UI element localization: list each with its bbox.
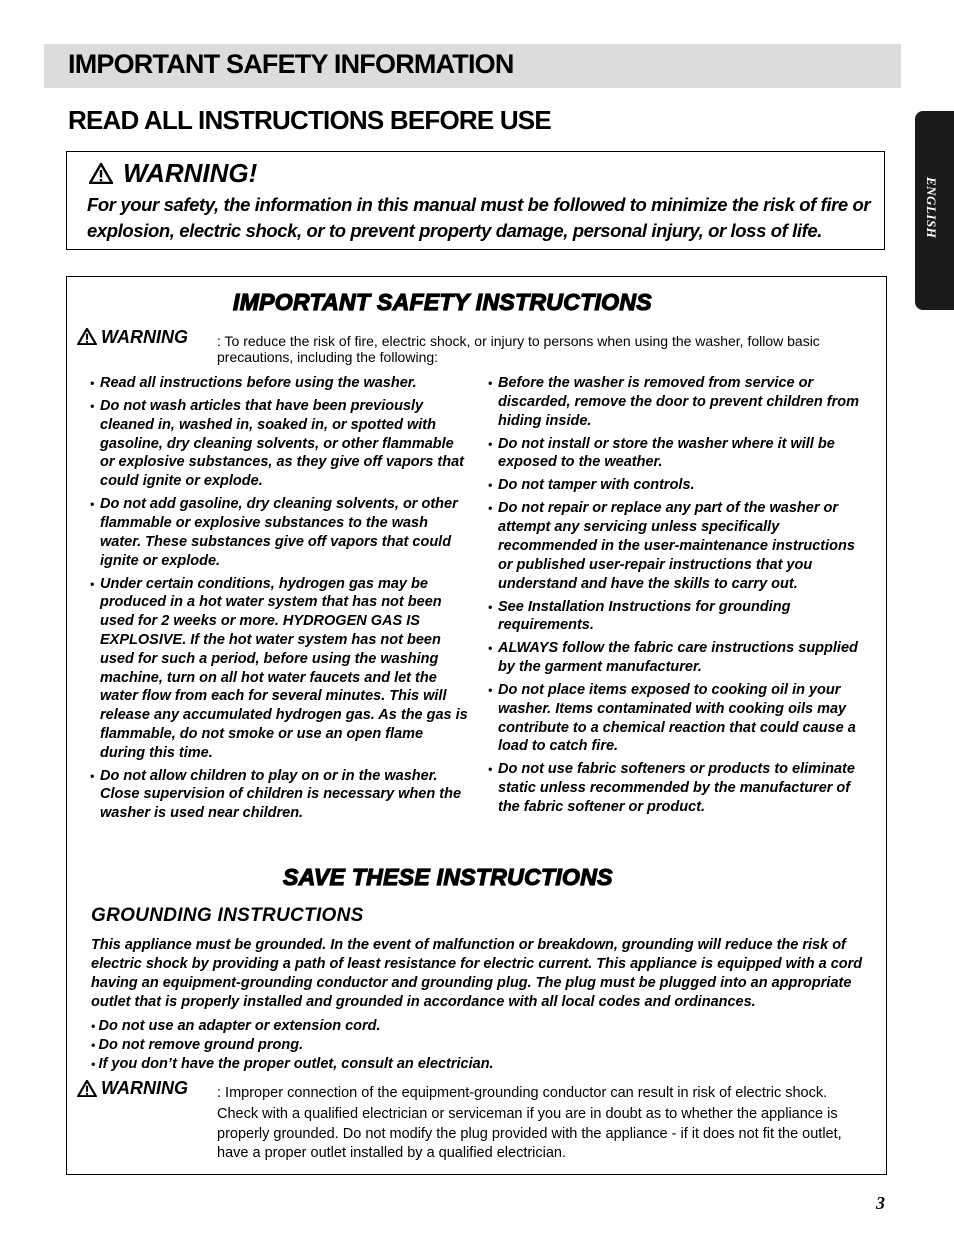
safety-list-left (90, 374, 470, 827)
list-item: • Do not use an adapter or extension cord. (91, 1017, 494, 1036)
warning-triangle-icon (77, 1080, 97, 1097)
list-item: • Do not wash articles that have been previously cleaned in, washed in, soaked in, or spotted with gasoline, dry cleaning solvents, or other flammable or explosive substances, as they give off vapors that could ignite or explode. (90, 397, 470, 491)
safety-warning (77, 326, 867, 365)
grounding-bullets (91, 1017, 494, 1074)
section-subheading: READ ALL INSTRUCTIONS BEFORE USE (68, 105, 551, 135)
list-item: • ALWAYS follow the fabric care instructions supplied by the garment manufacturer. (488, 639, 866, 677)
safety-warning-text: : To reduce the risk of fire, electric shock, or injury to persons when using the washer, follow basic precautions, including the following: (217, 333, 820, 365)
grounding-warning (77, 1078, 867, 1161)
list-item: • Do not tamper with controls. (488, 476, 866, 495)
grounding-warning-text: : Improper connection of the equipment-grounding conductor can result in risk of electric shock. (217, 1085, 828, 1101)
list-item: • Do not use fabric softeners or products to eliminate static unless recommended by the manufacturer of the fabric softener or product. (488, 760, 866, 816)
safety-list-right (488, 374, 866, 821)
page-title: IMPORTANT SAFETY INFORMATION (68, 49, 514, 79)
list-item: • Do not allow children to play on or in the washer. Close supervision of children is necessary when the washer is used near children. (90, 767, 470, 823)
top-warning-box (66, 151, 885, 250)
top-warning-label: WARNING! (123, 158, 258, 188)
list-item: • Before the washer is removed from service or discarded, remove the door to prevent children from hiding inside. (488, 374, 866, 430)
page-number: 3 (876, 1193, 885, 1213)
grounding-paragraph: This appliance must be grounded. In the event of malfunction or breakdown, grounding will reduce the risk of electric shock by providing a path of least resistance for electric current. This appliance is equipped with a cord having an equipment-grounding conductor and grounding plug. The plug must be plugged into an appropriate outlet that is properly installed and grounded in accordance with all local codes and ordinances. (91, 937, 863, 1010)
list-item: • Do not repair or replace any part of the washer or attempt any servicing unless specifically recommended in the user-maintenance instructions or published user-repair instructions that you understand and have the skills to carry out. (488, 499, 866, 593)
safety-warning-heading (77, 328, 188, 345)
header-bar (44, 44, 901, 88)
list-item: • Read all instructions before using the washer. (90, 374, 470, 393)
warning-triangle-icon (89, 163, 113, 184)
grounding-warning-label: WARNING (101, 1078, 188, 1098)
list-item: • See Installation Instructions for grounding requirements. (488, 598, 866, 636)
top-warning-heading (89, 158, 257, 189)
list-item: • Do not place items exposed to cooking oil in your washer. Items contaminated with cooking oils may contribute to a chemical reaction that could cause a load to catch fire. (488, 681, 866, 756)
list-item: • Do not install or store the washer where it will be exposed to the weather. (488, 435, 866, 473)
grounding-warning-heading (77, 1078, 188, 1099)
safety-instructions-title: IMPORTANT SAFETY INSTRUCTIONS (233, 289, 652, 315)
list-item: • Do not add gasoline, dry cleaning solvents, or other flammable or explosive substances to the wash water. These substances give off vapors that could ignite or explode. (90, 495, 470, 570)
warning-triangle-icon (77, 328, 97, 345)
save-instructions-title: SAVE THESE INSTRUCTIONS (283, 864, 613, 890)
safety-instructions-box (66, 276, 887, 1175)
top-warning-text: For your safety, the information in this manual must be followed to minimize the risk of fire or explosion, electric shock, or to prevent property damage, personal injury, or loss of life. (87, 194, 871, 241)
safety-warning-label: WARNING (101, 326, 188, 347)
grounding-heading: GROUNDING INSTRUCTIONS (91, 905, 364, 926)
list-item: • Do not remove ground prong. (91, 1036, 494, 1055)
list-item: • Under certain conditions, hydrogen gas may be produced in a hot water system that has not been used for 2 weeks or more. HYDROGEN GAS IS EXPLOSIVE. If the hot water system has not been used for such a period, before using the washing machine, turn on all hot water faucets and let the water flow from each for several minutes. This will release any accumulated hydrogen gas. As the gas is flammable, do not smoke or use an open flame during this time. (90, 575, 470, 763)
language-tab-label: ENGLISH (924, 177, 939, 239)
list-item: • If you don’t have the proper outlet, consult an electrician. (91, 1055, 494, 1074)
language-tab (915, 111, 954, 310)
grounding-warning-detail: Check with a qualified electrician or serviceman if you are in doubt as to whether the appliance is properly grounded. Do not modify the plug provided with the appliance - if it does not fit the outlet, have a proper outlet installed by a qualified electrician. (217, 1106, 842, 1161)
